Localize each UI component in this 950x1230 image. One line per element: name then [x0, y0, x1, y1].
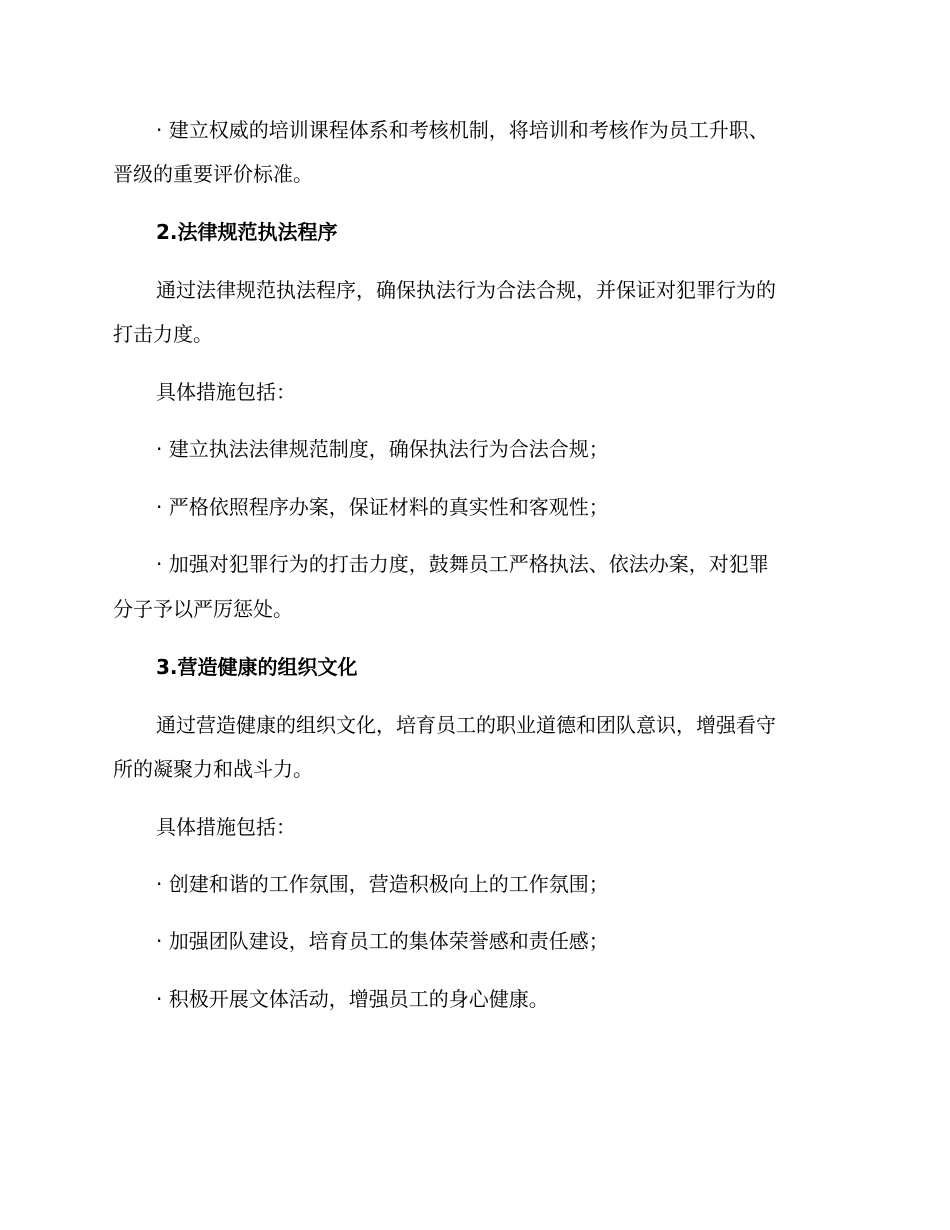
section-heading: 2.法律规范执法程序: [156, 220, 338, 244]
measures-label: 具体措施包括：: [156, 380, 296, 404]
bullet-item: · 创建和谐的工作氛围，营造积极向上的工作氛围；: [156, 872, 609, 896]
paragraph-line: 通过营造健康的组织文化，培育员工的职业道德和团队意识，增强看守: [156, 713, 776, 737]
bullet-item: · 加强团队建设，培育员工的集体荣誉感和责任感；: [156, 929, 609, 953]
section-heading: 3.营造健康的组织文化: [156, 655, 358, 679]
bullet-item-continuation: 分子予以严厉惩处。: [113, 597, 293, 621]
bullet-line: · 建立权威的培训课程体系和考核机制，将培训和考核作为员工升职、: [156, 118, 769, 142]
bullet-item: · 积极开展文体活动，增强员工的身心健康。: [156, 987, 549, 1011]
paragraph-line: 通过法律规范执法程序，确保执法行为合法合规，并保证对犯罪行为的: [156, 278, 776, 302]
bullet-line-continuation: 晋级的重要评价标准。: [113, 162, 313, 186]
bullet-item: · 建立执法法律规范制度，确保执法行为合法合规；: [156, 437, 609, 461]
measures-label: 具体措施包括：: [156, 815, 296, 839]
paragraph-line-continuation: 打击力度。: [113, 322, 213, 346]
paragraph-line-continuation: 所的凝聚力和战斗力。: [113, 757, 313, 781]
bullet-item: · 严格依照程序办案，保证材料的真实性和客观性；: [156, 495, 609, 519]
bullet-item: · 加强对犯罪行为的打击力度，鼓舞员工严格执法、依法办案，对犯罪: [156, 552, 769, 576]
